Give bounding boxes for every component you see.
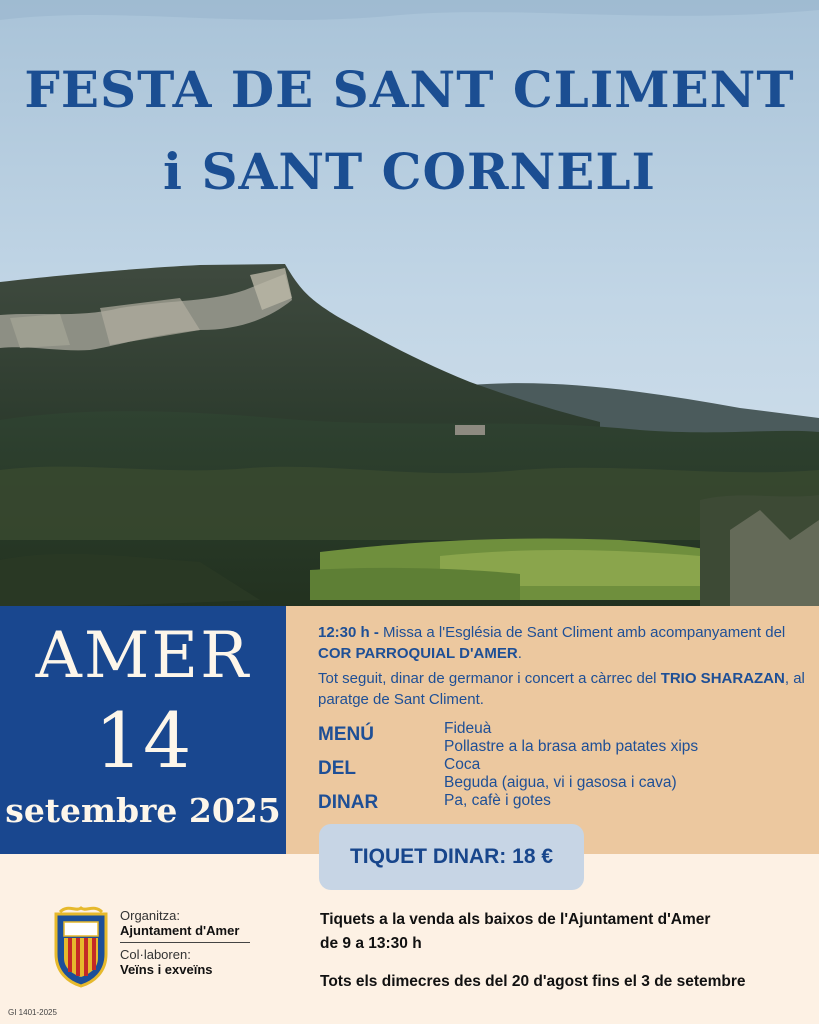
menu-list bbox=[444, 720, 814, 810]
lunch-paragraph bbox=[318, 668, 808, 710]
organizers-block bbox=[120, 908, 250, 977]
title-line-2: i SANT CORNELI bbox=[163, 142, 656, 201]
town-name: AMER bbox=[35, 619, 251, 693]
menu-label bbox=[318, 720, 418, 822]
menu-label-word: MENÚ bbox=[318, 724, 374, 745]
organitza-label: Organitza: bbox=[120, 908, 180, 923]
lunch-end: , al paratge de Sant Climent. bbox=[318, 670, 805, 708]
menu-item: Beguda (aigua, vi i gasosa i cava) bbox=[444, 774, 677, 791]
collaboren-label: Col·laboren: bbox=[120, 947, 191, 962]
menu-label-word: DINAR bbox=[318, 792, 379, 813]
lunch-text: Tot seguit, dinar de germanor i concert a càrrec del bbox=[318, 670, 657, 687]
sales-line: Tiquets a la venda als baixos de l'Ajuntament d'Amer bbox=[320, 911, 711, 928]
menu-item: Coca bbox=[444, 756, 481, 773]
collaboren-value: Veïns i exveïns bbox=[120, 962, 213, 977]
mass-paragraph bbox=[318, 622, 808, 664]
organizers-divider bbox=[120, 942, 250, 943]
sales-line: de 9 a 13:30 h bbox=[320, 935, 422, 952]
event-day: 14 bbox=[94, 696, 192, 785]
mass-text: Missa a l'Església de Sant Climent amb acompanyament del bbox=[383, 624, 786, 641]
menu-item: Pollastre a la brasa amb patates xips bbox=[444, 738, 699, 755]
mass-end: . bbox=[517, 645, 522, 662]
choir-name: COR PARROQUIAL D'AMER bbox=[318, 645, 518, 662]
sales-line: Tots els dimecres des del 20 d'agost fins el 3 de setembre bbox=[320, 973, 746, 990]
date-panel bbox=[0, 606, 286, 854]
event-month-year: setembre 2025 bbox=[5, 791, 281, 830]
ticket-price-badge: TIQUET DINAR: 18 € bbox=[319, 824, 584, 890]
menu-item: Pa, cafè i gotes bbox=[444, 792, 551, 809]
legal-deposit-code: GI 1401-2025 bbox=[8, 1008, 57, 1017]
amer-coat-of-arms-icon bbox=[50, 904, 112, 988]
organitza-value: Ajuntament d'Amer bbox=[120, 923, 240, 938]
title-line-1: FESTA DE SANT CLIMENT bbox=[24, 60, 795, 119]
menu-label-word: DEL bbox=[318, 758, 356, 779]
mass-time: 12:30 h - bbox=[318, 624, 379, 641]
ticket-sales-info bbox=[320, 908, 810, 994]
band-name: TRIO SHARAZAN bbox=[660, 670, 785, 687]
program-panel bbox=[286, 606, 819, 854]
menu-item: Fideuà bbox=[444, 720, 492, 737]
